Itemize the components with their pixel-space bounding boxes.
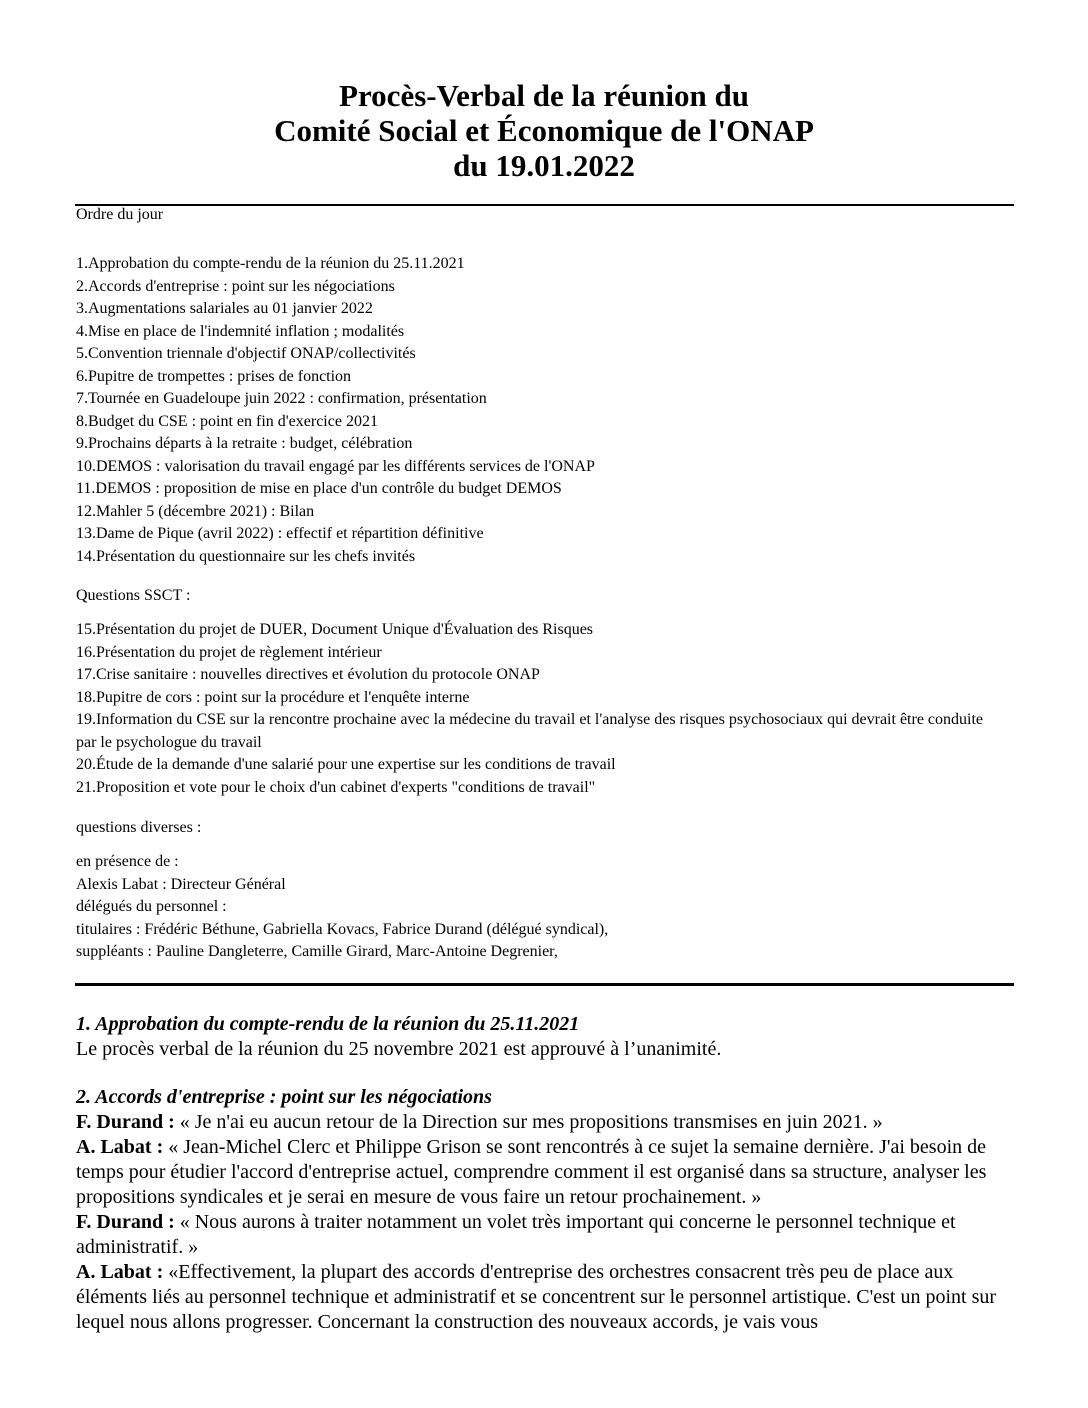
agenda-list: [76, 253, 595, 568]
attendance-delegates-label: délégués du personnel :: [76, 898, 227, 915]
top-divider: [75, 204, 1014, 206]
ssct-list: [76, 619, 1006, 799]
agenda-item: 16.Présentation du projet de règlement intérieur: [76, 643, 382, 661]
speech-text: « Je n'ai eu aucun retour de la Direction sur mes propositions transmises en juin 2021. »: [174, 1111, 883, 1133]
attendance-titulaires: titulaires : Frédéric Béthune, Gabriella Kovacs, Fabrice Durand (délégué syndical),: [76, 920, 609, 938]
agenda-item: 2.Accords d'entreprise : point sur les négociations: [76, 277, 395, 295]
exchange: [76, 1110, 1016, 1135]
section-divider: [75, 983, 1014, 986]
agenda-item: 1.Approbation du compte-rendu de la réunion du 25.11.2021: [76, 255, 465, 272]
speech-text: « Nous aurons à traiter notamment un volet très important qui concerne le personnel technique et administratif. »: [76, 1211, 956, 1258]
section-1-heading: 1. Approbation du compte-rendu de la réunion du 25.11.2021: [76, 1013, 580, 1035]
agenda-item: 7.Tournée en Guadeloupe juin 2022 : confirmation, présentation: [76, 390, 487, 407]
attendance-block: [76, 851, 608, 964]
agenda-item: 13.Dame de Pique (avril 2022) : effectif et répartition définitive: [76, 525, 484, 542]
agenda-item: 20.Étude de la demande d'une salarié pour une expertise sur les conditions de travail: [76, 756, 616, 773]
agenda-item: 3.Augmentations salariales au 01 janvier 2022: [76, 300, 373, 317]
section-2-heading: 2. Accords d'entreprise : point sur les négociations: [76, 1086, 492, 1108]
speech-text: «Effectivement, la plupart des accords d'entreprise des orchestres consacrent très peu de place aux éléments liés au personnel technique et administratif et se concentrent sur le personnel artistique. C'est un point sur lequel nous allons progresser. Concernant la construction des nouveaux accords, je vais vous: [76, 1261, 997, 1333]
agenda-item: 5.Convention triennale d'objectif ONAP/collectivités: [76, 345, 416, 362]
agenda-item: 19.Information du CSE sur la rencontre prochaine avec la médecine du travail et l'analyse des risques psychosociaux qui devrait être conduite par le psychologue du travail: [76, 711, 984, 751]
agenda-item: 9.Prochains départs à la retraite : budget, célébration: [76, 435, 413, 452]
attendance-intro: en présence de :: [76, 853, 179, 870]
agenda-item: 8.Budget du CSE : point en fin d'exercice 2021: [76, 412, 378, 430]
section-1-text: Le procès verbal de la réunion du 25 novembre 2021 est approuvé à l’unanimité.: [76, 1038, 722, 1060]
agenda-item: 21.Proposition et vote pour le choix d'un cabinet d'experts "conditions de travail": [76, 778, 596, 796]
section-1: [76, 1012, 1016, 1062]
section-2: [76, 1085, 1016, 1335]
attendance-director: Alexis Labat : Directeur Général: [76, 875, 286, 893]
agenda-item: 11.DEMOS : proposition de mise en place d'un contrôle du budget DEMOS: [76, 480, 562, 497]
exchange: [76, 1260, 1016, 1335]
exchange: [76, 1210, 1016, 1260]
agenda-item: 6.Pupitre de trompettes : prises de fonction: [76, 367, 352, 385]
agenda-item: 4.Mise en place de l'indemnité inflation ; modalités: [76, 322, 405, 340]
ssct-heading: Questions SSCT :: [76, 587, 191, 604]
agenda-item: 12.Mahler 5 (décembre 2021) : Bilan: [76, 502, 315, 520]
misc-questions-heading: questions diverses :: [76, 819, 202, 836]
attendance-suppleants: suppléants : Pauline Dangleterre, Camille Girard, Marc-Antoine Degrenier,: [76, 943, 558, 960]
document-title-line-2: Comité Social et Économique de l'ONAP: [274, 113, 814, 148]
speaker-name: A. Labat :: [76, 1136, 164, 1158]
exchange: [76, 1135, 1016, 1210]
document-title-line-1: Procès-Verbal de la réunion du: [339, 78, 749, 113]
speaker-name: F. Durand :: [76, 1211, 175, 1233]
speaker-name: F. Durand :: [76, 1111, 175, 1133]
agenda-item: 15.Présentation du projet de DUER, Document Unique d'Évaluation des Risques: [76, 621, 594, 638]
agenda-heading: Ordre du jour: [76, 206, 164, 223]
speech-text: « Jean-Michel Clerc et Philippe Grison se sont rencontrés à ce sujet la semaine dernière. J'ai besoin de temps pour étudier l'accord d'entreprise actuel, comprendre comment il est organisé dans sa structure, analyser les propositions syndicales et je serai en mesure de vous faire un retour prochainement. »: [76, 1136, 987, 1208]
agenda-item: 17.Crise sanitaire : nouvelles directives et évolution du protocole ONAP: [76, 666, 540, 683]
speaker-name: A. Labat :: [76, 1261, 164, 1283]
agenda-item: 14.Présentation du questionnaire sur les chefs invités: [76, 547, 416, 565]
document-title-line-3: du 19.01.2022: [453, 148, 635, 183]
agenda-item: 18.Pupitre de cors : point sur la procédure et l'enquête interne: [76, 688, 470, 706]
agenda-item: 10.DEMOS : valorisation du travail engagé par les différents services de l'ONAP: [76, 457, 595, 475]
